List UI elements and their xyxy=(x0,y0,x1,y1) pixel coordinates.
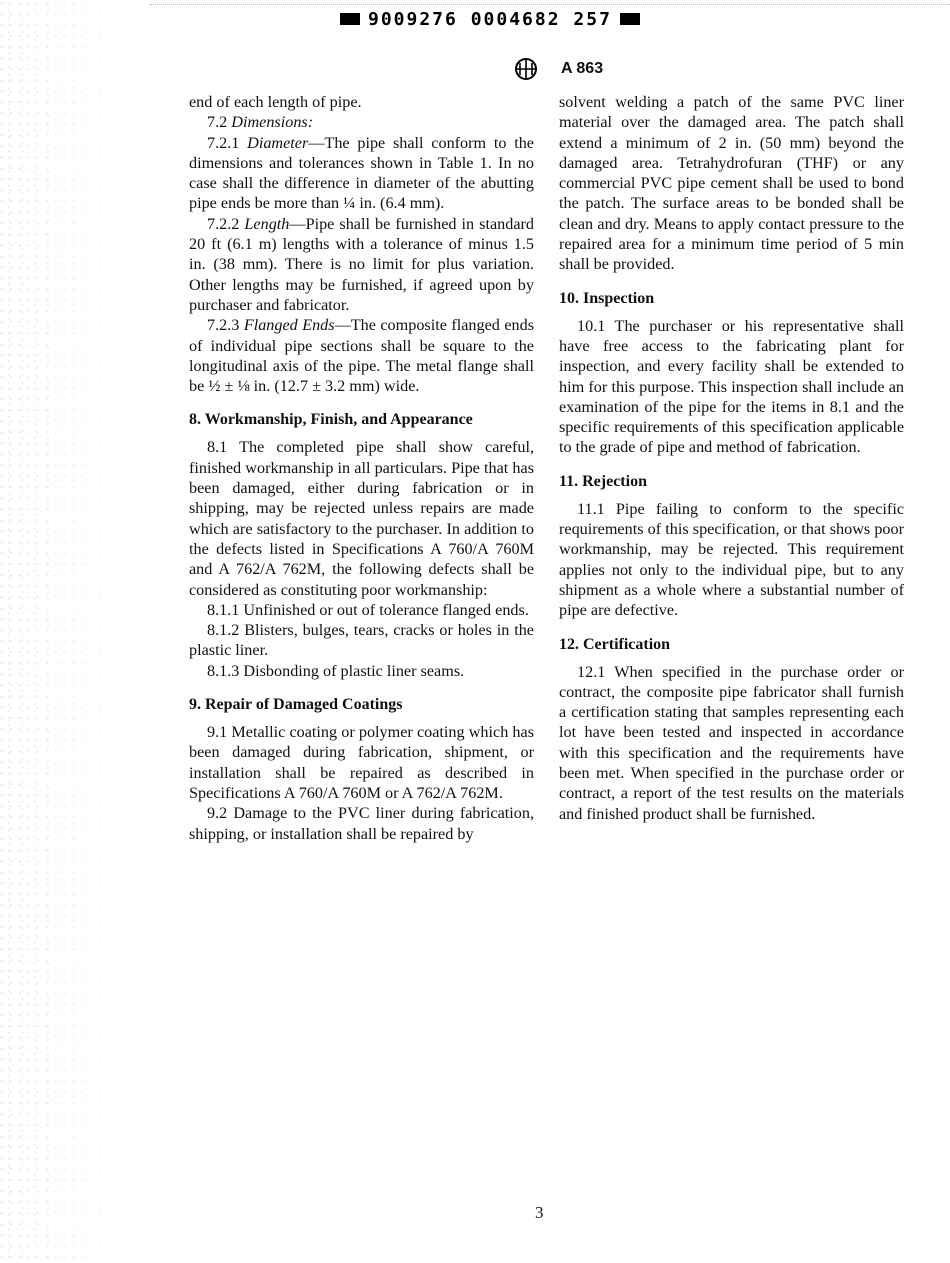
left-column xyxy=(189,92,534,844)
paragraph: 9.2 Damage to the PVC liner during fabrication, shipping, or installation shall be repaired by xyxy=(189,804,534,843)
page-number: 3 xyxy=(535,1203,544,1222)
document-barcode xyxy=(340,8,640,30)
right-column xyxy=(559,92,904,824)
paragraph: 10.1 The purchaser or his representative shall have free access to the fabricating plant for inspection, and every facility shall be extended to him for this purpose. This inspection shall include an examination of the pipe for the items in 8.1 and the specific requirements of this specification applicable to the grade of pipe and method of fabrication. xyxy=(559,316,904,457)
section-heading: 12. Certification xyxy=(559,635,671,653)
section-text: —Pipe shall be furnished in standard 20 ft (6.1 m) lengths with a tolerance of minus 1.5 in. (38 mm). There is no limit for plus variation. Other lengths may be furnished, if agreed upon by purchaser and fabricator. xyxy=(189,214,534,314)
section-text: —The pipe shall conform to the dimensions and tolerances shown in Table 1. In no case shall the difference in diameter of the abutting pipe ends be more than ¼ in. (6.4 mm). xyxy=(189,133,534,213)
paragraph: end of each length of pipe. xyxy=(189,93,362,111)
section-heading: 8. Workmanship, Finish, and Appearance xyxy=(189,411,473,429)
barcode-block-right xyxy=(620,13,640,25)
section-text: —The composite flanged ends of individual pipe sections shall be square to the longitudinal axis of the pipe. The metal flange shall be ½ ± ⅛ in. (12.7 ± 3.2 mm) wide. xyxy=(189,316,534,396)
section-heading: 11. Rejection xyxy=(559,472,647,490)
paragraph: 9.1 Metallic coating or polymer coating which has been damaged during fabrication, shipment, or installation shall be repaired as described in Specifications A 760/A 760M or A 762/A 762M. xyxy=(189,723,534,802)
paragraph: solvent welding a patch of the same PVC liner material over the damaged area. The patch shall extend a minimum of 2 in. (50 mm) beyond the damaged area. Tetrahydrofuran (THF) or any commercial PVC pipe cement shall be used to bond the patch. The surface areas to be bonded shall be clean and dry. Means to apply contact pressure to the repaired area for a minimum time period of 5 min shall be provided. xyxy=(559,93,904,274)
section-7-2-3 xyxy=(189,315,534,396)
barcode-number: 9009276 0004682 257 xyxy=(368,8,612,30)
document-id: A 863 xyxy=(561,60,604,77)
section-number: 7.2.1 xyxy=(207,133,240,152)
paragraph: 8.1.2 Blisters, bulges, tears, cracks or holes in the plastic liner. xyxy=(189,621,534,660)
section-7-2-2 xyxy=(189,214,534,315)
section-number: 7.2.3 xyxy=(207,316,240,335)
barcode-block-left xyxy=(340,13,360,25)
section-number: 7.2 xyxy=(207,113,228,132)
paragraph: 8.1 The completed pipe shall show careful, finished workmanship in all particulars. Pipe that has been damaged, either during fabrication or in shipping, may be rejected unless repairs are made which are satisfactory to the purchaser. In addition to the defects listed in Specifications A 760/A 760M and A 762/A 762M, the following defects shall be considered as constituting poor workmanship: xyxy=(189,438,534,599)
section-title: Length xyxy=(244,214,290,233)
paragraph: 8.1.3 Disbonding of plastic liner seams. xyxy=(207,661,465,680)
scan-top-border xyxy=(150,4,950,5)
paragraph: 8.1.1 Unfinished or out of tolerance flanged ends. xyxy=(207,600,529,619)
section-7-2 xyxy=(189,112,534,132)
section-number: 7.2.2 xyxy=(207,214,240,233)
section-title: Flanged Ends xyxy=(243,316,335,335)
section-heading: 10. Inspection xyxy=(559,289,655,307)
scan-edge-noise xyxy=(0,0,150,1263)
section-title: Diameter xyxy=(247,133,309,152)
section-7-2-1 xyxy=(189,133,534,214)
paragraph: 12.1 When specified in the purchase order or contract, the composite pipe fabricator shall furnish a certification stating that samples representing each lot have been tested and inspected in accordance with this specification and the requirements have been met. When specified in the purchase order or contract, a report of the test results on the materials and finished product shall be furnished. xyxy=(559,662,904,823)
section-heading: 9. Repair of Damaged Coatings xyxy=(189,696,403,714)
paragraph: 11.1 Pipe failing to conform to the specific requirements of this specification, or that shows poor workmanship, may be rejected. This requirement applies not only to the individual pipe, but to any shipment as a whole where a substantial number of pipe are defective. xyxy=(559,499,904,620)
astm-logo-icon xyxy=(513,57,539,86)
section-title: Dimensions: xyxy=(231,113,314,132)
